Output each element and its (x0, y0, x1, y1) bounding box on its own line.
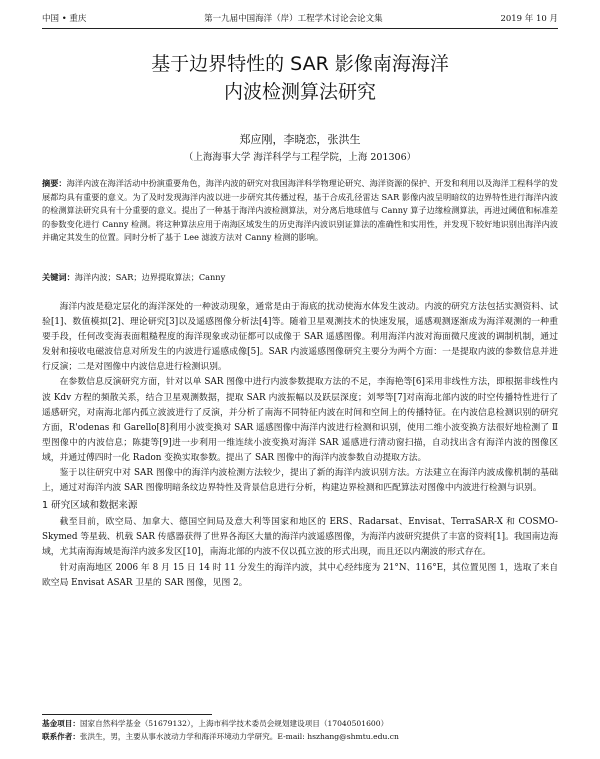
affiliation: （上海海事大学 海洋科学与工程学院，上海 201306） (183, 152, 417, 163)
keywords-label: 关键词： (42, 272, 75, 282)
header-date: 2019 年 10 月 (500, 14, 558, 24)
footnotes (42, 718, 558, 743)
abstract (42, 177, 558, 245)
running-header (42, 12, 558, 29)
abstract-label: 摘要： (42, 178, 67, 188)
section-heading-1: 1 研究区域和数据来源 (42, 500, 138, 512)
paragraph-intro: 海洋内波是稳定层化的海洋深处的一种波动现象，通常是由于海底的扰动使海水体发生波动。内波的研究方法包括实测资料、试验[1]、数值模拟[2]、理论研究[3]以及遥感图像分析法[4]等。随着卫星观测技术的快速发展，遥感观测逐渐成为海洋观测的一种重要手段，任何改变海表面粗糙程度的海洋现象或动征都可以成像于 SAR 遥感图像。利用海洋内波对海面微尺度波的调制机制，通过发射和接收电磁波信息对所发生的内波进行遥感成像[5]。SAR 内波遥感图像研究主要分为两个方面：一是提取内波的参数信息并进行反演；二是对图像中内波信息进行检测识别。 (42, 302, 558, 373)
header-proceedings: 第一九届中国海洋（岸）工程学术讨论会论文集 (204, 14, 383, 24)
paragraph-study-case: 针对南海地区 2006 年 8 月 15 日 14 时 11 分发生的海洋内波，其中心经纬度为 21°N、116°E，其位置见图 1，选取了来自欧空局 Envisat ASAR 卫星的 SAR 图像，见图 2。 (42, 562, 558, 588)
keywords (42, 272, 558, 283)
paragraph-data-sources: 截至目前，欧空局、加拿大、德国空间局及意大利等国家和地区的 ERS、Radarsat、Envisat、TerraSAR-X 和 COSMO-Skymed 等星载、机载 SAR 传感器获得了世界各海区大量的海洋内波遥感图像，为海洋内波研究提供了丰富的资料[1]。我国南边海域，尤其南海海域是海洋内波多发区[10]，南海北部的内波不仅以孤立波的形式出现，而且还以内潮波的形式存在。 (42, 517, 558, 558)
body-text (42, 300, 558, 591)
contact-label: 联系作者： (42, 731, 80, 741)
authors: 郑应刚，李晓恋，张洪生 (239, 133, 361, 146)
footnote-funding (42, 718, 558, 731)
header-location: 中国 • 重庆 (42, 14, 87, 24)
footnote-contact (42, 731, 558, 744)
title-line-2: 内波检测算法研究 (223, 81, 376, 103)
paper-title (42, 50, 558, 106)
abstract-text: 海洋内波在海洋活动中扮演重要角色，海洋内波的研究对我国海洋科学物理论研究、海洋资源的保护、开发和利用以及海洋工程科学的发展都均具有重要的意义。为了及时发现海洋内波以进一步研究其传播过程，基于合成孔径雷达 SAR 影像内波呈明暗纹的边界特性进行海洋内波的检测算法研究具有十分重要的意义。提出了一种基于海洋内波检测算法，对分离后地球值与 Canny 算子边缘检测算法，再进过阈值和标准差的参数变化进行 Canny 检测。将这种算法应用于南海区域发生的历史海洋内波识别证算法的准确性和实用性，并发现下较好地识别出海洋内波并确定其发生的位置。同时分析了基于 Lee 滤波方法对 Canny 检测的影响。 (42, 178, 558, 243)
funding-text: 国家自然科学基金（51679132），上海市科学技术委员会规划建设项目（17040501600） (79, 719, 389, 728)
paragraph-related-work: 在参数信息反演研究方面，针对以单 SAR 图像中进行内波参数提取方法的不足，李海艳等[6]采用非线性方法，即根据非线性内波 Kdv 方程的频散关系，结合卫星观测数据，提取 SAR 内波振幅以及跃层深度；刘琴等[7]对南海北部内波的时空传播特性进行了遥感研究，对南海北部内孤立波波进行了反演，并分析了南海不同特征内波在时间和空间上的传播特征。在内波信息检测识别的研究方面，R'odenas 和 Garello[8]利用小波变换对 SAR 遥感图像中海洋内波进行检测和识别，使用二维小波变换方法很好地检测了 Ⅱ 型图像中的内波信息；陈捷等[9]进一步利用一维连续小波变换对海洋 SAR 遥感进行清动窗扫描，自动找出含有海洋内波的图像区域，并通过傅四时一化 Radon 变换实取参数。提出了 SAR 图像中的海洋内波参数自动提取方法。 (42, 377, 558, 463)
footnote-rule (42, 714, 212, 715)
title-line-1: 基于边界特性的 SAR 影像南海海洋 (151, 53, 449, 75)
contact-text: 张洪生，男，主要从事水波动力学和海洋环境动力学研究。E-mail: hszhang@shmtu.edu.cn (79, 731, 399, 741)
keywords-text: 海洋内波；SAR；边界提取算法；Canny (74, 272, 226, 282)
paragraph-proposal: 鉴于以往研究中对 SAR 图像中的海洋内波检测方法较少，提出了新的海洋内波识别方法。方法建立在海洋内波成像机制的基础上，通过对海洋内波 SAR 图像明暗条纹边界特性及背景信息进行分析，构建边界检测和匹配算法对图像中内波进行检测与识别。 (42, 468, 558, 494)
funding-label: 基金项目： (42, 719, 80, 728)
